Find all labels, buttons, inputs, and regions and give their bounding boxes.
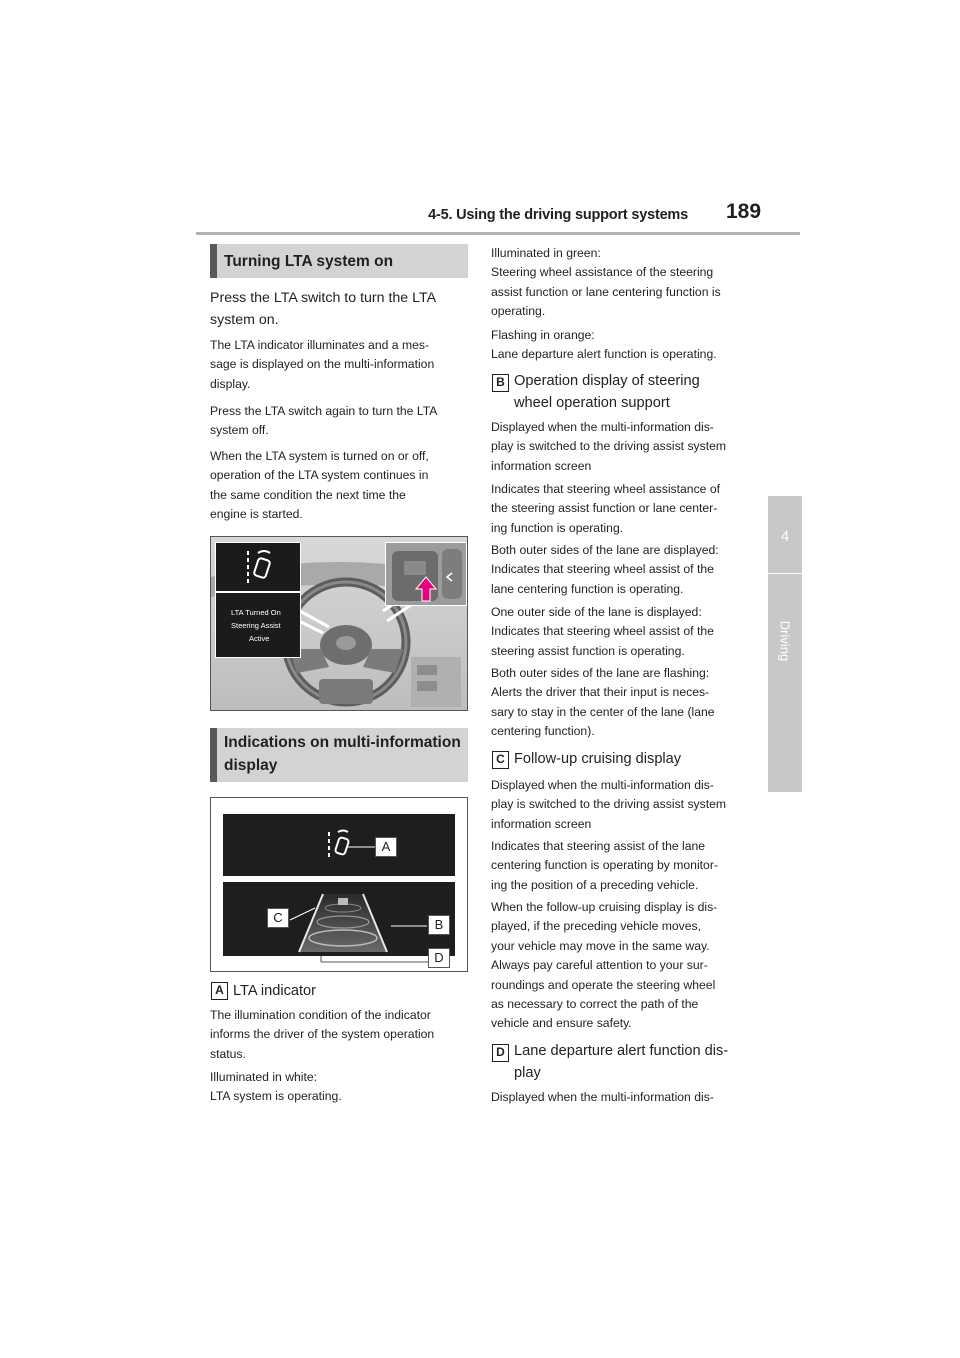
section-header-bar: [210, 244, 217, 278]
paragraph-illuminated-green: [491, 244, 753, 322]
section-title: Turning LTA system on: [224, 253, 394, 270]
text-line: vehicle and ensure safety.: [491, 1016, 632, 1031]
title-line: play: [514, 1065, 541, 1081]
callout-label-c: C: [267, 908, 289, 928]
paragraph-both-sides-flashing: [491, 664, 753, 742]
text-line: Indicates that steering wheel assistance of: [491, 482, 720, 496]
text-line: Indicates that steering assist of the lane: [491, 839, 706, 853]
text-line: Always pay careful attention to your sur-: [491, 958, 708, 973]
chapter-number: 4: [780, 528, 790, 545]
text-line: your vehicle may move in the same way.: [491, 938, 710, 953]
text-line: The illumination condition of the indicator: [210, 1008, 431, 1022]
mid-illustration: [211, 798, 467, 971]
text-line: as necessary to correct the path of the: [491, 997, 699, 1012]
text-line: Alerts the driver that their input is neces-: [491, 685, 710, 700]
section-title-line: Indications on multi-information: [224, 734, 461, 751]
section-header-bar: [210, 728, 217, 782]
text-line: centering function is operating by monitor-: [491, 858, 718, 873]
text-line: Displayed when the multi-information dis-: [491, 420, 714, 434]
item-title-lta-indicator: LTA indicator: [233, 983, 317, 999]
text-line: When the LTA system is turned on or off,: [210, 449, 429, 463]
popup-line: Active: [249, 634, 270, 643]
item-title-follow-up-cruising: Follow-up cruising display: [514, 751, 682, 767]
text-line: the same condition the next time the: [210, 487, 406, 502]
text-line: Displayed when the multi-information dis-: [491, 778, 714, 792]
lta-switch-closeup: [385, 542, 467, 606]
popup-line: LTA Turned On: [231, 608, 281, 617]
text-line: centering function).: [491, 724, 595, 739]
text-line: The LTA indicator illuminates and a mes-: [210, 338, 430, 352]
item-title-lane-departure-alert: [514, 1040, 754, 1084]
text-line: sary to stay in the center of the lane (lane: [491, 704, 715, 719]
paragraph-illuminated-white: [210, 1068, 472, 1107]
text-line: assist function or lane centering function is: [491, 284, 721, 299]
text-line: system off.: [210, 423, 269, 438]
paragraph-c-displayed-when: [491, 776, 753, 834]
text-line: lane centering function is operating.: [491, 581, 684, 596]
paragraph-both-sides-displayed: [491, 541, 753, 599]
paragraph-follow-up-caution: [491, 898, 753, 1034]
text-line: LTA system is operating.: [210, 1089, 342, 1104]
text-line: steering assist function is operating.: [491, 643, 685, 658]
lta-message-popup: [215, 592, 301, 658]
page-number: 189: [726, 200, 762, 223]
chapter-label: Driving: [777, 620, 793, 662]
text-line: One outer side of the lane is displayed:: [491, 605, 702, 619]
paragraph-d-displayed-when: [491, 1088, 753, 1107]
badge-a: A: [211, 982, 228, 1000]
paragraph-c-indicates: [491, 837, 753, 895]
text-line: Displayed when the multi-information dis-: [491, 1090, 714, 1104]
badge-b: B: [492, 374, 509, 392]
text-line: operating.: [491, 304, 546, 319]
step-instruction: [210, 287, 472, 331]
text-line: Press the LTA switch again to turn the LTA: [210, 404, 438, 418]
step-line: system on.: [210, 312, 279, 328]
paragraph-indicator-illuminates: [210, 336, 472, 394]
text-line: Illuminated in green:: [491, 246, 601, 260]
text-line: engine is started.: [210, 507, 303, 522]
badge-c: C: [492, 751, 509, 769]
text-line: display.: [210, 376, 251, 391]
text-line: played, if the preceding vehicle moves,: [491, 919, 702, 934]
text-line: Illuminated in white:: [210, 1070, 318, 1084]
paragraph-b-displayed-when: [491, 418, 753, 476]
text-line: Flashing in orange:: [491, 328, 595, 342]
text-line: operation of the LTA system continues in: [210, 468, 429, 483]
section-header-indications: [210, 728, 468, 782]
header-rule: [196, 232, 800, 235]
step-line: Press the LTA switch to turn the LTA: [210, 290, 437, 306]
lta-indicator-icon: [216, 543, 300, 591]
text-line: Both outer sides of the lane are displayed:: [491, 543, 719, 557]
text-line: information screen: [491, 816, 592, 831]
paragraph-turn-off: [210, 402, 472, 441]
text-line: status.: [210, 1046, 246, 1061]
badge-d: D: [492, 1044, 509, 1062]
title-line: Lane departure alert function dis-: [514, 1043, 729, 1059]
paragraph-illumination-condition: [210, 1006, 472, 1064]
callout-label-a: A: [375, 837, 397, 857]
lta-indicator-popup: [215, 542, 301, 592]
text-line: ing function is operating.: [491, 520, 624, 535]
text-line: play is switched to the driving assist system: [491, 439, 727, 454]
item-title-operation-display: [514, 370, 754, 414]
title-line: wheel operation support: [514, 395, 670, 411]
text-line: information screen: [491, 458, 592, 473]
popup-line: Steering Assist: [231, 621, 281, 630]
text-line: the steering assist function or lane center-: [491, 501, 718, 516]
text-line: Indicates that steering wheel assist of the: [491, 562, 714, 577]
text-line: sage is displayed on the multi-information: [210, 357, 435, 372]
text-line: ing the position of a preceding vehicle.: [491, 877, 699, 892]
paragraph-b-indicates: [491, 480, 753, 538]
running-header: 4-5. Using the driving support systems: [428, 207, 688, 223]
text-line: informs the driver of the system operation: [210, 1027, 435, 1042]
text-line: Lane departure alert function is operating.: [491, 347, 717, 362]
section-header-turning-lta-on: [210, 244, 468, 278]
text-line: play is switched to the driving assist system: [491, 797, 727, 812]
paragraph-flashing-orange: [491, 326, 753, 365]
chapter-label-wrap: [768, 596, 802, 686]
text-line: roundings and operate the steering wheel: [491, 977, 716, 992]
callout-label-b: B: [428, 915, 450, 935]
text-line: When the follow-up cruising display is dis-: [491, 900, 718, 914]
paragraph-condition-kept: [210, 447, 472, 525]
paragraph-one-side-displayed: [491, 603, 753, 661]
text-line: Both outer sides of the lane are flashing:: [491, 666, 710, 680]
title-line: Operation display of steering: [514, 373, 700, 389]
lta-switch-illustration: [386, 543, 466, 605]
chapter-tab-divider: [768, 573, 802, 574]
text-line: Steering wheel assistance of the steering: [491, 265, 714, 280]
callout-label-d: D: [428, 948, 450, 968]
text-line: Indicates that steering wheel assist of the: [491, 624, 714, 639]
section-title-line: display: [224, 757, 278, 774]
figure-multi-information-display: [210, 797, 468, 972]
